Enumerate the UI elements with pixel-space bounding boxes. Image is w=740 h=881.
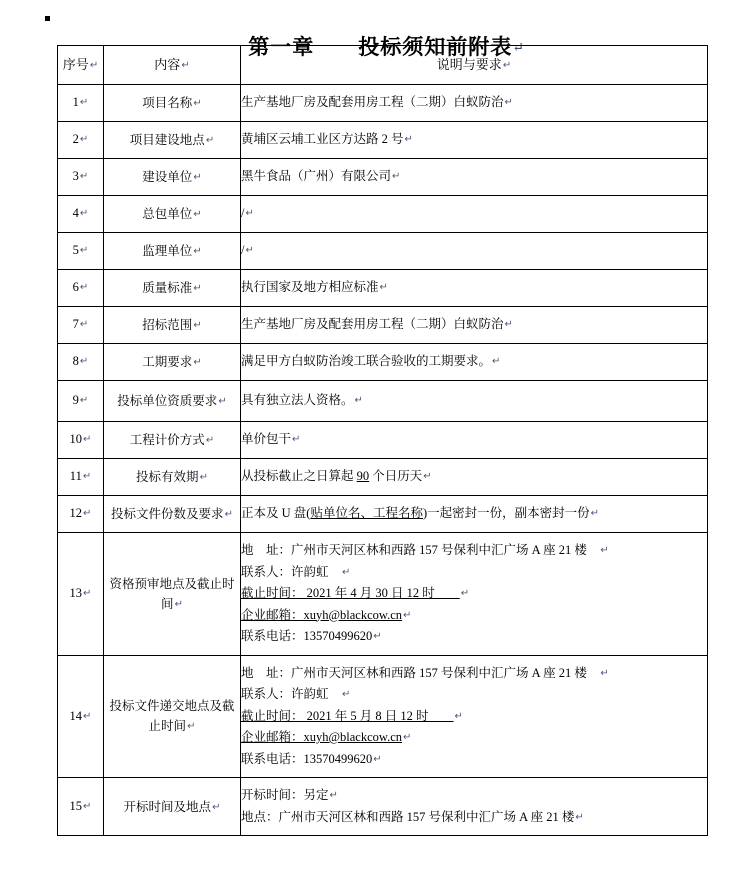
row-description-cell (241, 270, 708, 307)
table-row (58, 533, 708, 656)
row-item-label: 投标文件递交地点及截止时间↵ (109, 699, 235, 734)
paragraph-mark-icon: ↵ (205, 435, 215, 446)
description-line (241, 240, 707, 262)
row-item-label: 项目名称↵ (142, 96, 202, 110)
column-header-no-label: 序号 (62, 56, 89, 72)
paragraph-mark-icon: ↵ (79, 282, 89, 294)
paragraph-mark-icon: ↵ (423, 471, 432, 483)
paragraph-mark-icon: ↵ (193, 98, 202, 109)
table-row (58, 270, 708, 307)
table-row (58, 159, 708, 196)
paragraph-mark-icon: ↵ (205, 135, 215, 146)
table-row (58, 422, 708, 459)
column-header-desc (241, 46, 708, 85)
paragraph-mark-icon: ↵ (79, 134, 89, 146)
table-row (58, 655, 708, 778)
table-body (58, 85, 708, 836)
row-item-label: 监理单位↵ (142, 244, 202, 258)
paragraph-mark-icon: ↵ (454, 710, 463, 722)
description-fragment: 联系人：许韵虹 (241, 687, 342, 701)
description-line (241, 429, 707, 451)
table-row (58, 381, 708, 422)
description-fragment: 联系电话：13570499620 (241, 629, 373, 643)
paragraph-mark-icon: ↵ (224, 509, 233, 520)
paragraph-mark-icon: ↵ (403, 732, 412, 743)
row-item-cell (104, 496, 241, 533)
row-item-cell (104, 196, 241, 233)
paragraph-mark-icon: ↵ (403, 609, 412, 621)
description-line (241, 583, 707, 605)
paragraph-mark-icon: ↵ (379, 282, 388, 294)
description-fragment: / (241, 206, 245, 221)
paragraph-mark-icon: ↵ (404, 134, 413, 146)
description-fragment: 具有独立法人资格。 (241, 393, 354, 408)
row-number-cell (58, 122, 104, 159)
table-row (58, 496, 708, 533)
row-number-label: 3 (72, 169, 79, 184)
paragraph-mark-icon: ↵ (174, 598, 183, 610)
description-line (241, 807, 707, 829)
description-text (241, 422, 707, 458)
description-emphasis: 企业邮箱：xuyh@blackcow.cn (241, 730, 403, 744)
row-number-cell (58, 270, 104, 307)
description-line (241, 684, 707, 706)
paragraph-mark-icon: ↵ (193, 172, 202, 183)
row-number-label: 8 (72, 354, 79, 369)
paragraph-mark-icon: ↵ (245, 208, 254, 220)
description-text (241, 344, 707, 380)
paragraph-mark-icon: ↵ (187, 721, 196, 733)
description-text (241, 85, 707, 121)
row-number-cell (58, 381, 104, 422)
row-item-label: 招标范围↵ (142, 318, 202, 332)
paragraph-mark-icon: ↵ (79, 319, 89, 331)
row-description-cell (241, 496, 708, 533)
description-fragment: / (241, 243, 245, 258)
row-item-label: 开标时间及地点↵ (123, 799, 221, 814)
table-row (58, 459, 708, 496)
row-number-label: 2 (72, 132, 79, 147)
paragraph-mark-icon: ↵ (600, 545, 609, 556)
row-number-label: 9 (72, 393, 79, 408)
description-text (241, 383, 707, 419)
description-line (241, 129, 707, 151)
paragraph-mark-icon: ↵ (292, 434, 301, 446)
paragraph-mark-icon: ↵ (218, 396, 227, 407)
description-fragment: )一起密封一份，副本密封一份 (422, 506, 590, 521)
description-fragment: 联系电话：13570499620 (241, 751, 373, 766)
row-number-label: 7 (72, 317, 79, 332)
row-description-cell (241, 655, 708, 778)
paragraph-mark-icon: ↵ (504, 97, 513, 109)
row-number-label: 14 (69, 708, 83, 723)
row-item-cell (104, 533, 241, 656)
column-header-item-label: 内容 (154, 56, 181, 72)
description-emphasis: 90 (356, 469, 370, 484)
row-item-label: 资格预审地点及截止时间↵ (109, 576, 235, 611)
description-emphasis: 企业邮箱：xuyh@blackcow.cn (241, 607, 403, 622)
paragraph-mark-icon: ↵ (181, 59, 190, 71)
description-text (241, 496, 707, 532)
paragraph-mark-icon: ↵ (600, 667, 609, 679)
row-number-cell (58, 307, 104, 344)
description-text (241, 656, 707, 778)
row-number-cell (58, 533, 104, 656)
paragraph-mark-icon: ↵ (512, 40, 525, 56)
paragraph-mark-icon: ↵ (193, 283, 202, 294)
description-fragment: 开标时间：另定 (241, 788, 329, 802)
row-item-label: 项目建设地点↵ (129, 133, 215, 147)
row-item-cell (104, 159, 241, 196)
row-number-label: 4 (72, 206, 79, 221)
paragraph-mark-icon: ↵ (502, 59, 512, 71)
paragraph-mark-icon: ↵ (79, 97, 89, 109)
row-description-cell (241, 459, 708, 496)
table-row (58, 122, 708, 159)
row-item-label: 投标文件份数及要求↵ (111, 507, 233, 521)
row-number-cell (58, 344, 104, 381)
row-description-cell (241, 196, 708, 233)
row-number-label: 10 (69, 432, 83, 447)
description-fragment: 满足甲方白蚁防治竣工联合验收的工期要求。 (241, 354, 492, 369)
paragraph-mark-icon: ↵ (590, 508, 600, 520)
paragraph-mark-icon: ↵ (82, 471, 92, 483)
paragraph-mark-icon: ↵ (79, 395, 89, 407)
paragraph-mark-icon: ↵ (492, 356, 501, 368)
description-line (241, 503, 707, 525)
row-number-cell (58, 85, 104, 122)
row-description-cell (241, 344, 708, 381)
description-fragment: 黄埔区云埔工业区方达路 2 号 (241, 132, 404, 147)
description-fragment: 地 址：广州市天河区林和西路 157 号保利中汇广场 A 座 21 楼 (241, 543, 600, 557)
description-fragment: 个日历天 (369, 469, 423, 484)
description-emphasis: 贴单位名、工程名称 (310, 506, 423, 521)
row-number-cell (58, 422, 104, 459)
row-description-cell (241, 381, 708, 422)
row-item-label: 投标有效期↵ (136, 470, 208, 484)
description-line (241, 390, 707, 412)
row-number-label: 15 (69, 798, 83, 813)
table-row (58, 233, 708, 270)
description-line (241, 706, 707, 728)
paragraph-mark-icon: ↵ (83, 508, 92, 520)
row-number-cell (58, 778, 104, 836)
paragraph-mark-icon: ↵ (89, 59, 99, 71)
row-number-label: 5 (72, 243, 79, 258)
paragraph-mark-icon: ↵ (199, 472, 208, 483)
paragraph-mark-icon: ↵ (79, 208, 89, 220)
paragraph-mark-icon: ↵ (193, 357, 202, 368)
paragraph-mark-icon: ↵ (79, 171, 89, 183)
bid-notice-table (57, 45, 708, 836)
title-name: 投标须知前附表 (358, 34, 513, 59)
description-text (241, 122, 707, 158)
paragraph-mark-icon: ↵ (83, 434, 92, 446)
paragraph-mark-icon: ↵ (504, 319, 513, 331)
description-line (241, 351, 707, 373)
description-line (241, 466, 707, 488)
row-description-cell (241, 778, 708, 836)
description-line (241, 166, 707, 188)
paragraph-mark-icon: ↵ (392, 171, 401, 183)
row-item-cell (104, 85, 241, 122)
row-item-label: 建设单位↵ (142, 170, 202, 184)
row-item-cell (104, 778, 241, 836)
description-fragment: 生产基地厂房及配套用房工程（二期）白蚁防治 (241, 95, 504, 110)
description-line (241, 749, 707, 771)
description-line (241, 314, 707, 336)
paragraph-mark-icon: ↵ (329, 790, 338, 801)
row-number-label: 1 (72, 95, 79, 110)
row-description-cell (241, 85, 708, 122)
column-header-no (58, 46, 104, 85)
paragraph-mark-icon: ↵ (79, 245, 89, 257)
row-number-label: 13 (69, 586, 83, 601)
description-line (241, 605, 707, 627)
row-item-label: 投标单位资质要求↵ (117, 394, 227, 408)
paragraph-mark-icon: ↵ (342, 689, 351, 700)
paragraph-mark-icon: ↵ (354, 395, 363, 407)
table-header-row (58, 46, 708, 85)
row-number-cell (58, 159, 104, 196)
row-number-label: 6 (72, 280, 79, 295)
description-line (241, 562, 707, 584)
table-row (58, 85, 708, 122)
description-emphasis: 截止时间： 2021 年 5 月 8 日 12 时 (241, 708, 454, 723)
description-line (241, 92, 707, 114)
description-line (241, 203, 707, 225)
paragraph-mark-icon: ↵ (83, 588, 92, 600)
description-fragment: 执行国家及地方相应标准 (241, 280, 379, 295)
description-line (241, 727, 707, 749)
description-line (241, 626, 707, 648)
row-description-cell (241, 233, 708, 270)
description-fragment: 地 址：广州市天河区林和西路 157 号保利中汇广场 A 座 21 楼 (241, 665, 600, 680)
row-number-cell (58, 655, 104, 778)
description-text (241, 307, 707, 343)
description-fragment: 生产基地厂房及配套用房工程（二期）白蚁防治 (241, 317, 504, 332)
row-item-label: 工期要求↵ (142, 355, 202, 369)
description-text (241, 159, 707, 195)
row-item-cell (104, 344, 241, 381)
paragraph-mark-icon: ↵ (460, 588, 470, 599)
paragraph-mark-icon: ↵ (83, 710, 92, 722)
row-description-cell (241, 307, 708, 344)
table-row (58, 778, 708, 836)
row-item-label: 质量标准↵ (142, 281, 202, 295)
paragraph-mark-icon: ↵ (193, 209, 202, 220)
paragraph-mark-icon: ↵ (575, 811, 584, 823)
description-line (241, 277, 707, 299)
paragraph-mark-icon: ↵ (212, 801, 221, 813)
column-header-item (104, 46, 241, 85)
paragraph-mark-icon: ↵ (79, 356, 89, 368)
paragraph-mark-icon: ↵ (373, 753, 382, 765)
description-text (241, 459, 707, 495)
row-number-cell (58, 196, 104, 233)
row-item-cell (104, 381, 241, 422)
paragraph-mark-icon: ↵ (193, 246, 202, 257)
description-fragment: 单价包干 (241, 432, 292, 447)
description-line (241, 540, 707, 562)
description-text (241, 196, 707, 232)
row-item-cell (104, 459, 241, 496)
row-item-cell (104, 422, 241, 459)
row-item-cell (104, 655, 241, 778)
row-number-cell (58, 233, 104, 270)
description-line (241, 663, 707, 685)
paragraph-mark-icon: ↵ (193, 320, 202, 331)
row-number-cell (58, 459, 104, 496)
description-text (241, 270, 707, 306)
row-number-label: 12 (69, 506, 83, 521)
row-item-label: 工程计价方式↵ (129, 433, 215, 447)
row-item-cell (104, 122, 241, 159)
row-description-cell (241, 422, 708, 459)
description-fragment: 黑牛食品（广州）有限公司 (241, 169, 392, 184)
paragraph-mark-icon: ↵ (373, 631, 382, 642)
description-line (241, 785, 707, 807)
row-item-label: 总包单位↵ (142, 207, 202, 221)
description-text (241, 233, 707, 269)
row-number-cell (58, 496, 104, 533)
description-emphasis: 截止时间： 2021 年 4 月 30 日 12 时 (241, 586, 460, 600)
table-row (58, 196, 708, 233)
row-number-label: 11 (69, 469, 82, 484)
row-item-cell (104, 233, 241, 270)
row-item-cell (104, 307, 241, 344)
table-row (58, 307, 708, 344)
paragraph-mark-icon: ↵ (83, 800, 92, 812)
description-text (241, 778, 707, 835)
description-text (241, 533, 707, 655)
row-item-cell (104, 270, 241, 307)
paragraph-mark-icon: ↵ (342, 566, 351, 578)
row-description-cell (241, 159, 708, 196)
description-fragment: 正本及 U 盘( (241, 506, 311, 521)
description-fragment: 地点：广州市天河区林和西路 157 号保利中汇广场 A 座 21 楼 (241, 809, 575, 824)
description-fragment: 联系人：许韵虹 (241, 564, 342, 579)
description-fragment: 从投标截止之日算起 (241, 469, 357, 484)
paragraph-mark-icon: ↵ (245, 245, 254, 257)
table-row (58, 344, 708, 381)
row-description-cell (241, 533, 708, 656)
row-description-cell (241, 122, 708, 159)
column-header-desc-label: 说明与要求 (436, 56, 502, 72)
title-chapter: 第一章 (248, 34, 315, 59)
